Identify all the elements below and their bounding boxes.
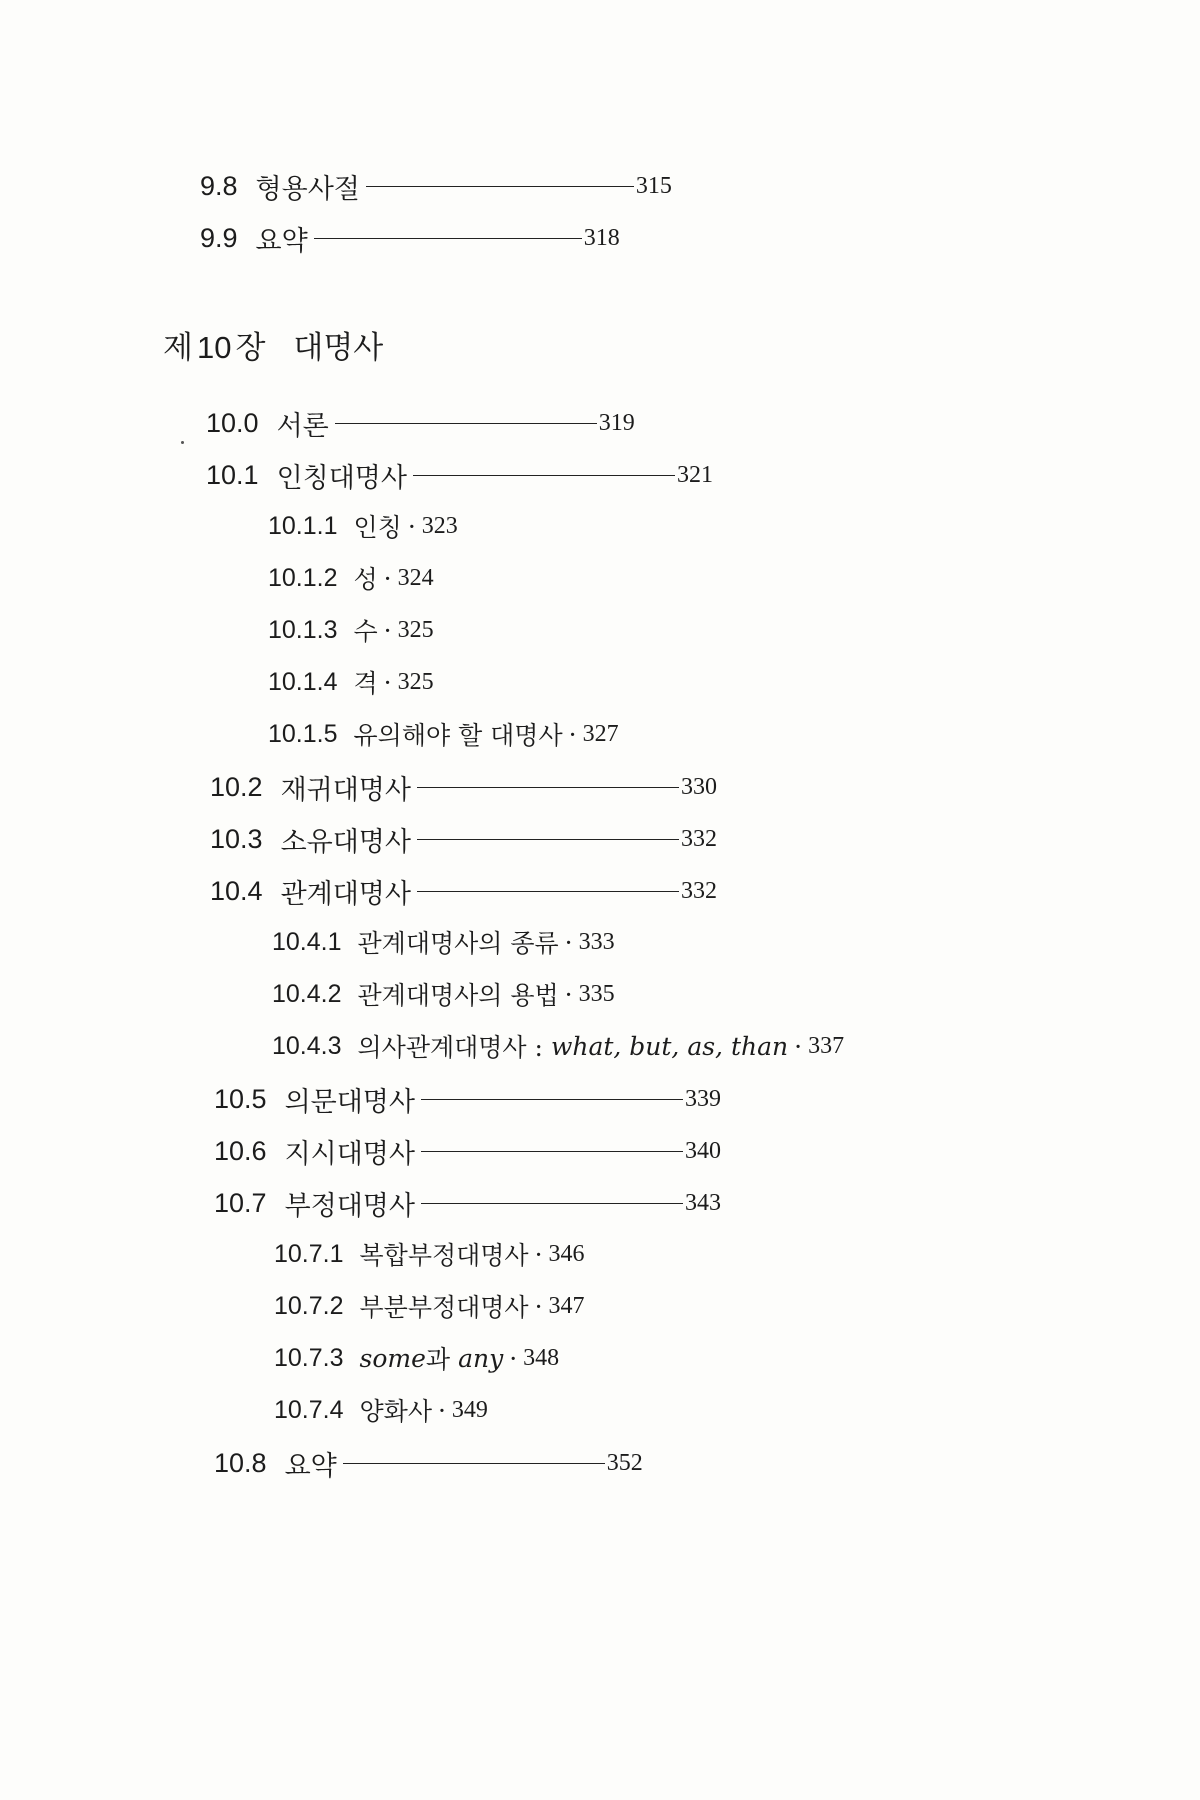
chapter-suffix: 장 <box>235 330 266 366</box>
chapter-title: 대명사 <box>293 330 384 366</box>
entry-number: 10.1 <box>206 460 259 490</box>
entry-page: 324 <box>397 564 434 591</box>
entry-title: 요약 <box>255 226 308 257</box>
entry-title: 복합부정대명사 <box>359 1241 529 1270</box>
separator-dot: · <box>568 719 577 749</box>
toc-entry-10-1 <box>206 456 713 495</box>
entry-page: 318 <box>583 225 620 251</box>
entry-number: 10.6 <box>214 1136 267 1166</box>
entry-title: 수 <box>353 617 378 646</box>
toc-entry-10-7 <box>214 1184 721 1223</box>
toc-entry-10-0 <box>206 404 635 443</box>
entry-title: 인칭 <box>353 513 402 542</box>
entry-page: 332 <box>680 878 717 904</box>
entry-page: 347 <box>548 1292 585 1319</box>
entry-page: 327 <box>582 720 619 747</box>
entry-page: 321 <box>676 462 713 488</box>
dot-leader <box>366 186 634 187</box>
toc-entry-9-9 <box>200 219 620 258</box>
entry-title: 요약 <box>284 1451 337 1482</box>
entry-number: 10.1.3 <box>268 615 338 644</box>
entry-page: 352 <box>606 1450 643 1476</box>
entry-page: 346 <box>548 1240 585 1267</box>
toc-entry-10-4-3 <box>272 1028 844 1064</box>
entry-title: 재귀대명사 <box>280 775 411 806</box>
entry-number: 10.1.2 <box>268 563 338 592</box>
entry-page: 330 <box>680 774 717 800</box>
toc-entry-10-8 <box>214 1444 643 1483</box>
toc-entry-10-2 <box>210 768 717 807</box>
dot-leader <box>417 891 679 892</box>
chapter-prefix: 제 <box>163 330 193 366</box>
entry-title: 부분부정대명사 <box>359 1293 529 1322</box>
entry-page: 348 <box>523 1344 560 1371</box>
entry-number: 10.8 <box>214 1448 267 1478</box>
toc-entry-10-7-2 <box>274 1288 585 1324</box>
entry-number: 10.4.3 <box>272 1031 342 1060</box>
entry-title: 의사관계대명사 : <box>357 1033 543 1062</box>
dot-leader <box>417 839 679 840</box>
entry-number: 10.3 <box>210 824 263 854</box>
entry-title: 지시대명사 <box>284 1139 415 1170</box>
toc-entry-10-6 <box>214 1132 721 1171</box>
dot-leader <box>421 1099 683 1100</box>
toc-entry-10-1-3 <box>268 612 434 648</box>
toc-entry-10-1-4 <box>268 664 434 700</box>
toc-entry-10-1-2 <box>268 560 434 596</box>
separator-dot: · <box>564 979 573 1009</box>
toc-entry-10-3 <box>210 820 717 859</box>
entry-number: 10.4.1 <box>272 927 342 956</box>
entry-title: 형용사절 <box>255 174 360 205</box>
entry-title-italic: what, but, as, than <box>550 1031 789 1061</box>
entry-page: 349 <box>451 1396 488 1423</box>
entry-title: 부정대명사 <box>284 1191 415 1222</box>
entry-title: 유의해야 할 대명사 <box>353 721 563 750</box>
entry-page: 339 <box>684 1086 721 1112</box>
dot-leader <box>421 1151 683 1152</box>
chapter-heading <box>163 322 383 367</box>
toc-entry-10-7-3 <box>274 1340 559 1376</box>
entry-number: 10.4 <box>210 876 263 906</box>
separator-dot: · <box>534 1291 543 1321</box>
entry-page: 325 <box>397 616 434 643</box>
toc-entry-10-4-2 <box>272 976 615 1012</box>
entry-number: 10.4.2 <box>272 979 342 1008</box>
entry-title-mid: 과 <box>425 1345 451 1374</box>
entry-title: 소유대명사 <box>280 827 411 858</box>
entry-title: 의문대명사 <box>284 1087 415 1118</box>
dot-leader <box>413 475 675 476</box>
entry-number: 10.2 <box>210 772 263 802</box>
separator-dot: · <box>794 1031 803 1061</box>
toc-entry-10-7-4 <box>274 1392 488 1428</box>
entry-title-italic-b: any <box>458 1343 504 1373</box>
entry-title: 양화사 <box>359 1397 432 1426</box>
entry-page: 335 <box>578 980 615 1007</box>
entry-title: 인칭대명사 <box>276 463 407 494</box>
separator-dot: · <box>564 927 573 957</box>
separator-dot: · <box>407 511 416 541</box>
entry-number: 10.1.1 <box>268 511 338 540</box>
entry-number: 10.7.1 <box>274 1239 344 1268</box>
entry-page: 332 <box>680 826 717 852</box>
separator-dot: · <box>383 563 392 593</box>
separator-dot: · <box>383 667 392 697</box>
dot-leader <box>314 238 582 239</box>
entry-page: 323 <box>421 512 458 539</box>
entry-number: 10.7.3 <box>274 1343 344 1372</box>
toc-entry-10-4 <box>210 872 717 911</box>
entry-title: 성 <box>353 565 378 594</box>
entry-number: 9.9 <box>200 223 238 253</box>
entry-page: 333 <box>578 928 615 955</box>
separator-dot: · <box>383 615 392 645</box>
entry-title: 서론 <box>276 411 329 442</box>
dot-leader <box>343 1463 605 1464</box>
entry-page: 343 <box>684 1190 721 1216</box>
entry-number: 9.8 <box>200 171 238 201</box>
toc-entry-10-5 <box>214 1080 721 1119</box>
dot-leader <box>335 423 597 424</box>
entry-number: 10.0 <box>206 408 259 438</box>
dot-leader <box>421 1203 683 1204</box>
entry-page: 315 <box>635 173 672 199</box>
entry-number: 10.5 <box>214 1084 267 1114</box>
separator-dot: · <box>509 1343 518 1373</box>
dot-leader <box>417 787 679 788</box>
toc-entry-10-1-1 <box>268 508 458 544</box>
stray-mark <box>181 441 184 444</box>
separator-dot: · <box>534 1239 543 1269</box>
entry-page: 340 <box>684 1138 721 1164</box>
entry-title: 관계대명사 <box>280 879 411 910</box>
toc-entry-10-4-1 <box>272 924 615 960</box>
entry-number: 10.1.5 <box>268 719 338 748</box>
entry-number: 10.1.4 <box>268 667 338 696</box>
toc-entry-9-8 <box>200 167 672 206</box>
entry-page: 319 <box>598 410 635 436</box>
toc-entry-10-1-5 <box>268 716 619 752</box>
entry-title: 관계대명사의 용법 <box>357 981 559 1010</box>
chapter-number: 10 <box>196 330 232 365</box>
entry-title: 관계대명사의 종류 <box>357 929 559 958</box>
separator-dot: · <box>437 1395 446 1425</box>
entry-number: 10.7.4 <box>274 1395 344 1424</box>
entry-title-italic-a: some <box>359 1343 426 1373</box>
entry-number: 10.7 <box>214 1188 267 1218</box>
entry-page: 337 <box>808 1032 845 1059</box>
toc-entry-10-7-1 <box>274 1236 585 1272</box>
entry-page: 325 <box>397 668 434 695</box>
entry-title: 격 <box>353 669 378 698</box>
entry-number: 10.7.2 <box>274 1291 344 1320</box>
